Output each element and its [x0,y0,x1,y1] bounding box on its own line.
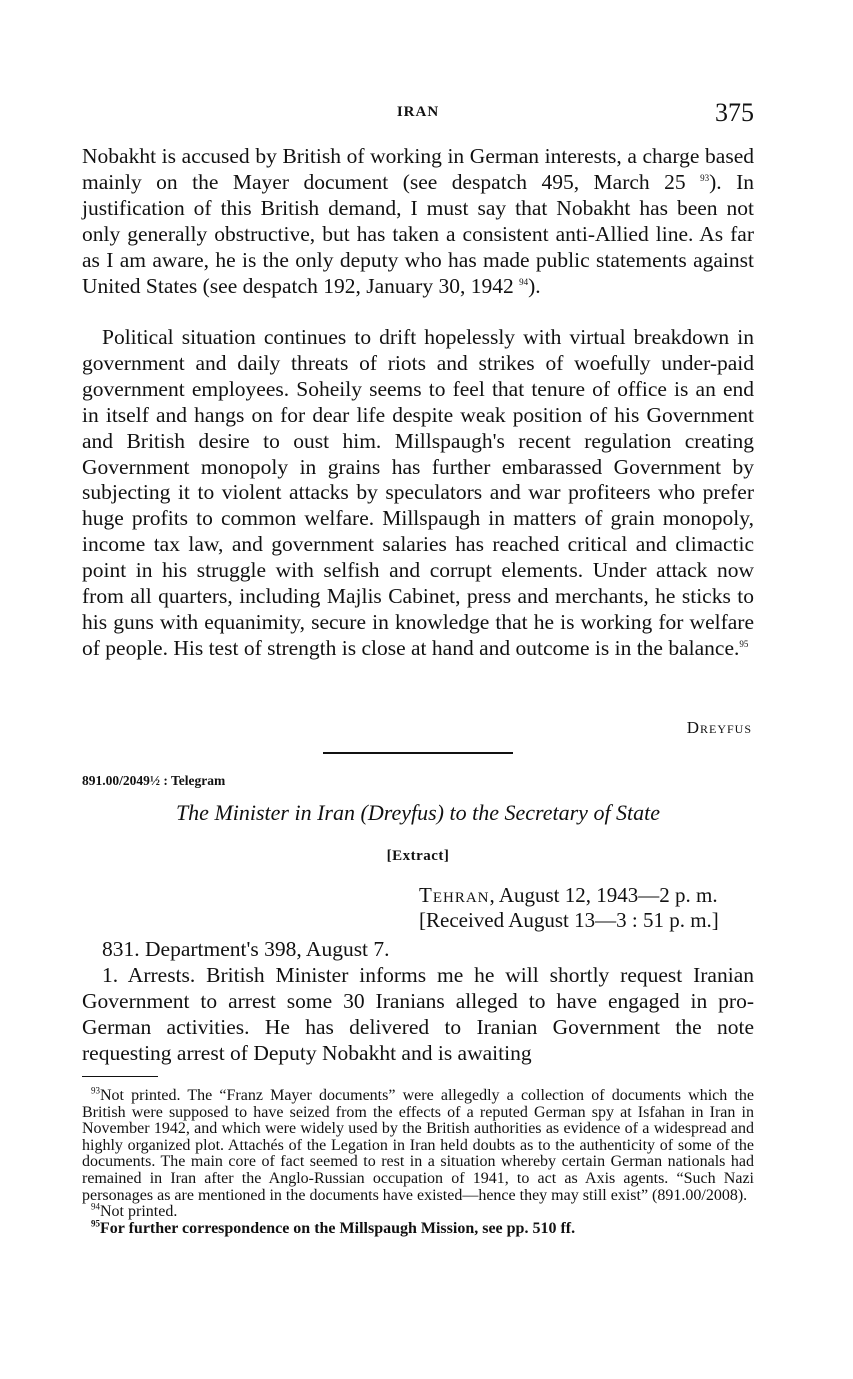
running-head: IRAN [396,104,440,120]
paragraph-4: 1. Arrests. British Minister informs me he will shortly request Iranian Government to arrest some 30 Iranians alleged to have engaged in pro-German activities. He has delivered to Iranian Government the note requesting arrest of Deputy Nobakht and is awaiting [82,963,754,1065]
footnote-text: Not printed. The “Franz Mayer documents” were allegedly a collection of documents which the British were supposed to have seized from the effects of a reputed German spy at Isfahan in Iran in November 1942, and which were widely used by the British authorities as evidence of a widespread and highly organized plot. Attachés of the Legation in Iran held doubts as to the authenticity of some of the documents. The main core of fact seemed to rest in a situation whereby certain German nationals had remained in Iran after the Anglo-Russian occupation of 1941, to act as Axis agents. “Such Nazi personages as are mentioned in the documents have existed—hence they may still exist” (891.00/2008). [82,1087,754,1204]
footnote-ref-93: 93 [700,172,710,183]
paragraph-1 [82,144,754,299]
paragraph-2-text: Political situation continues to drift hopelessly with virtual breakdown in government and daily threats of riots and strikes of woefully under-paid government employees. Soheily seems to feel that tenure of office is an end in itself and hangs on for dear life despite weak position of his Government and British desire to oust him. Millspaugh's recent regulation creating Government monopoly in grains has further embarassed Government by subjecting it to violent attacks by speculators and war profiteers who prefer huge profits to common welfare. Millspaugh in matters of grain monopoly, income tax law, and government salaries has reached critical and climactic point in his struggle with selfish and corrupt elements. Under attack now from all quarters, including Majlis Cabinet, press and merchants, he sticks to his guns with equanimity, secure in knowledge that he is working for welfare of people. His test of strength is close at hand and outcome is in the balance. [82,325,754,660]
received-line: [Received August 13—3 : 51 p. m.] [419,908,719,932]
dateline-date: , August 12, 1943—2 p. m. [489,883,718,907]
footnote-mark: 93 [91,1085,100,1096]
page-number: 375 [715,98,754,127]
paragraph-2 [82,325,754,662]
footnote-text: For further correspondence on the Millspaugh Mission, see pp. 510 ff. [100,1219,576,1237]
page-header [82,98,754,128]
file-reference: 891.00/2049½ : Telegram [82,773,226,788]
document-title: The Minister in Iran (Dreyfus) to the Secretary of State [175,800,661,825]
footnote-93 [82,1085,754,1204]
section-divider [323,752,513,754]
footnote-rule [82,1076,158,1077]
footnote-text: Not printed. [100,1203,178,1221]
paragraph-1-text-b: ). In justification of this British demand, I must say that Nobakht has been not only generally obstructive, but has taken a consistent anti-Allied line. As far as I am aware, he is the only deputy who has made public statements against United States (see despatch 192, January 30, 1942 [82,169,754,298]
footnote-mark: 94 [91,1201,100,1212]
paragraph-1-text-c: ). [528,273,541,298]
dateline-place: Tehran [419,883,490,907]
dateline [419,883,718,908]
paragraph-3: 831. Department's 398, August 7. [102,937,390,961]
footnotes [82,1085,754,1237]
footnote-ref-94: 94 [519,276,529,287]
footnote-95 [82,1218,754,1238]
paragraph-1-text-a: Nobakht is accused by British of working in German interests, a charge based mainly on the Mayer document (see despatch 495, March 25 [82,144,754,194]
footnote-94 [82,1201,754,1221]
document-subtitle: [Extract] [386,848,450,864]
footnote-ref-95: 95 [739,638,749,649]
footnote-mark: 95 [91,1218,100,1229]
signature: Dreyfus [686,718,752,737]
